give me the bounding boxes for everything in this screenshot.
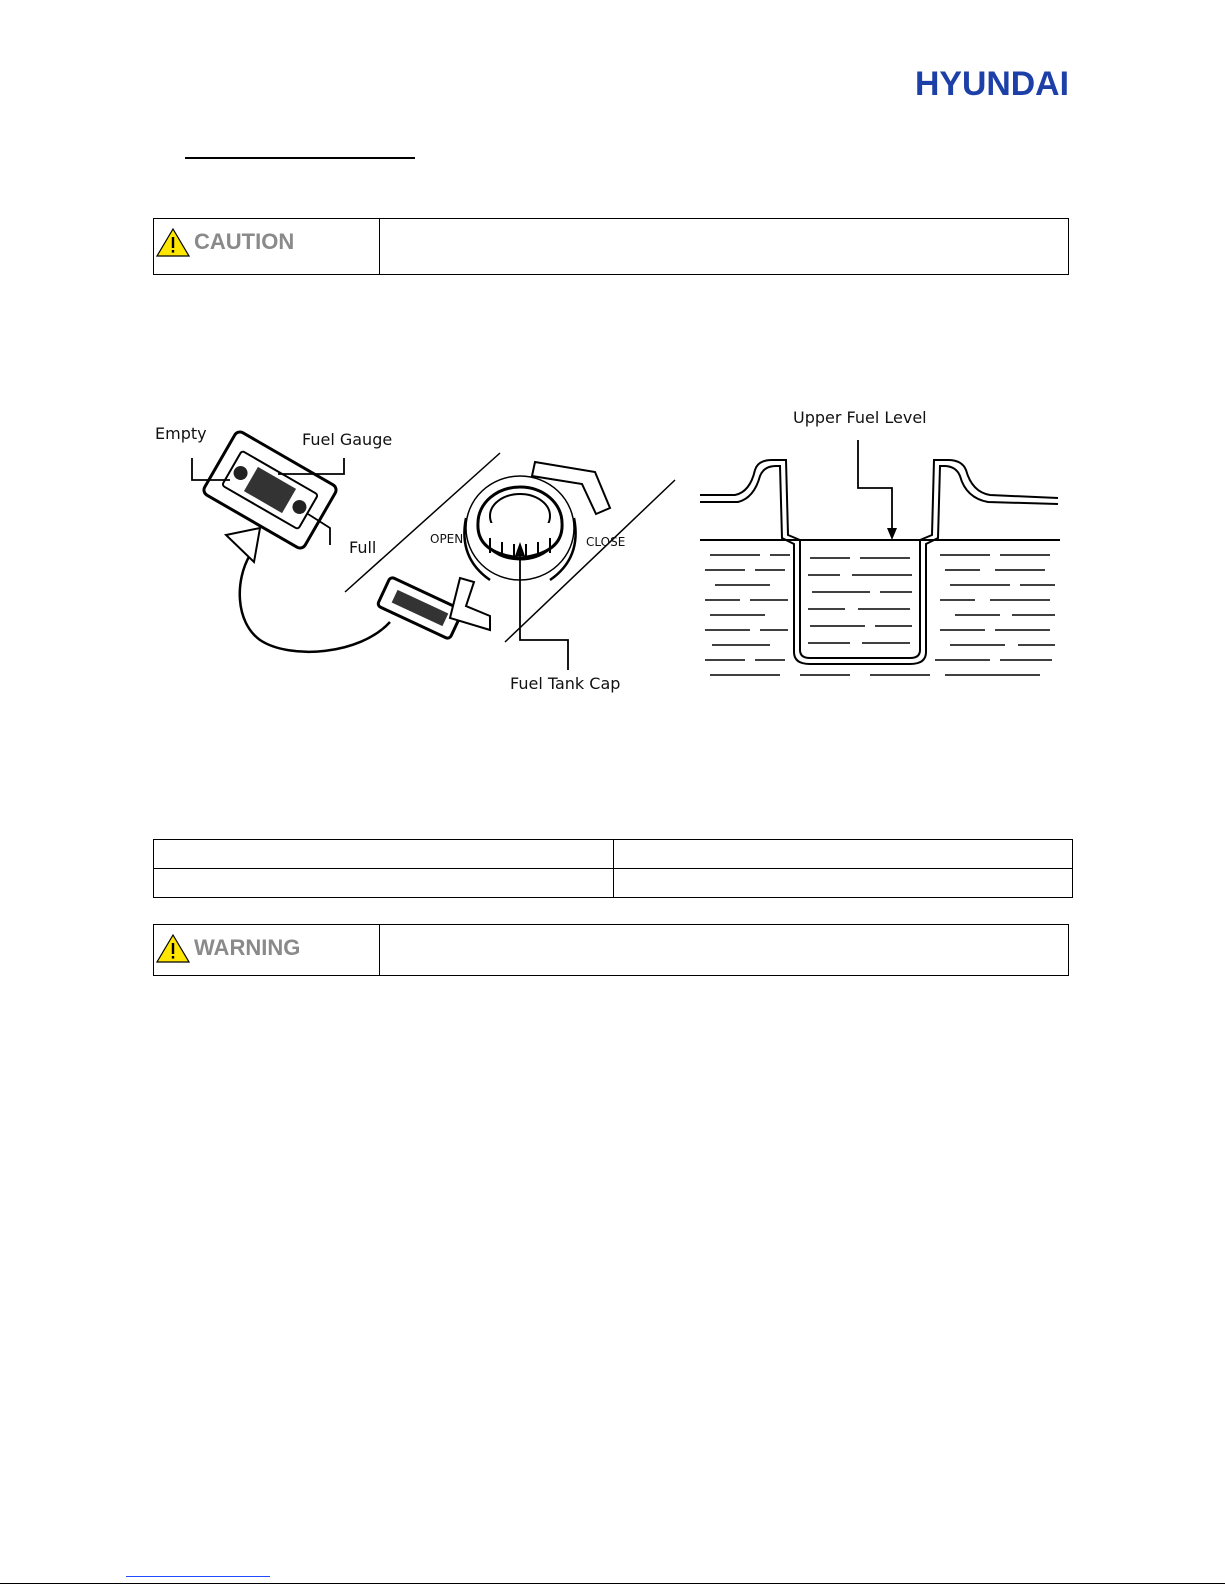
table-cell: [154, 840, 614, 869]
caution-notice: [153, 218, 1069, 275]
table-cell: [614, 840, 1073, 869]
brand-text: HYUNDAI: [915, 66, 1069, 100]
full-label: Full: [349, 538, 377, 557]
warning-text-cell: [380, 925, 1068, 975]
fuel-gauge-small: [377, 577, 463, 640]
hyundai-logo: [915, 66, 1071, 100]
warning-triangle-icon: [156, 933, 190, 963]
table-cell: [614, 869, 1073, 898]
empty-label: Empty: [155, 424, 207, 443]
open-label: OPEN: [430, 532, 464, 546]
table-cell: [154, 869, 614, 898]
fuel-tank-cap-label: Fuel Tank Cap: [510, 674, 621, 693]
upper-fuel-level-label: Upper Fuel Level: [793, 408, 927, 427]
warning-triangle-icon: [156, 227, 190, 257]
table-row: [154, 840, 1073, 869]
fuel-cap-diagram: [150, 410, 690, 700]
rotate-arrow-head: [226, 528, 260, 562]
fuel-gauge-label: Fuel Gauge: [302, 430, 393, 449]
caution-label: CAUTION: [194, 229, 295, 254]
warning-label-cell: [154, 925, 380, 975]
rotate-arrow-curve: [240, 555, 390, 652]
footer-link-underline[interactable]: [126, 1576, 270, 1577]
footer-rule: [0, 1583, 1225, 1584]
close-label: CLOSE: [586, 535, 626, 549]
section-heading-underline: [185, 157, 415, 159]
caution-label-cell: [154, 219, 380, 274]
fuel-level-diagram: [700, 440, 1060, 690]
warning-notice: [153, 924, 1069, 976]
spec-table: [153, 839, 1073, 898]
caution-text-cell: [380, 219, 1068, 274]
table-row: [154, 869, 1073, 898]
warning-label: WARNING: [194, 935, 301, 960]
